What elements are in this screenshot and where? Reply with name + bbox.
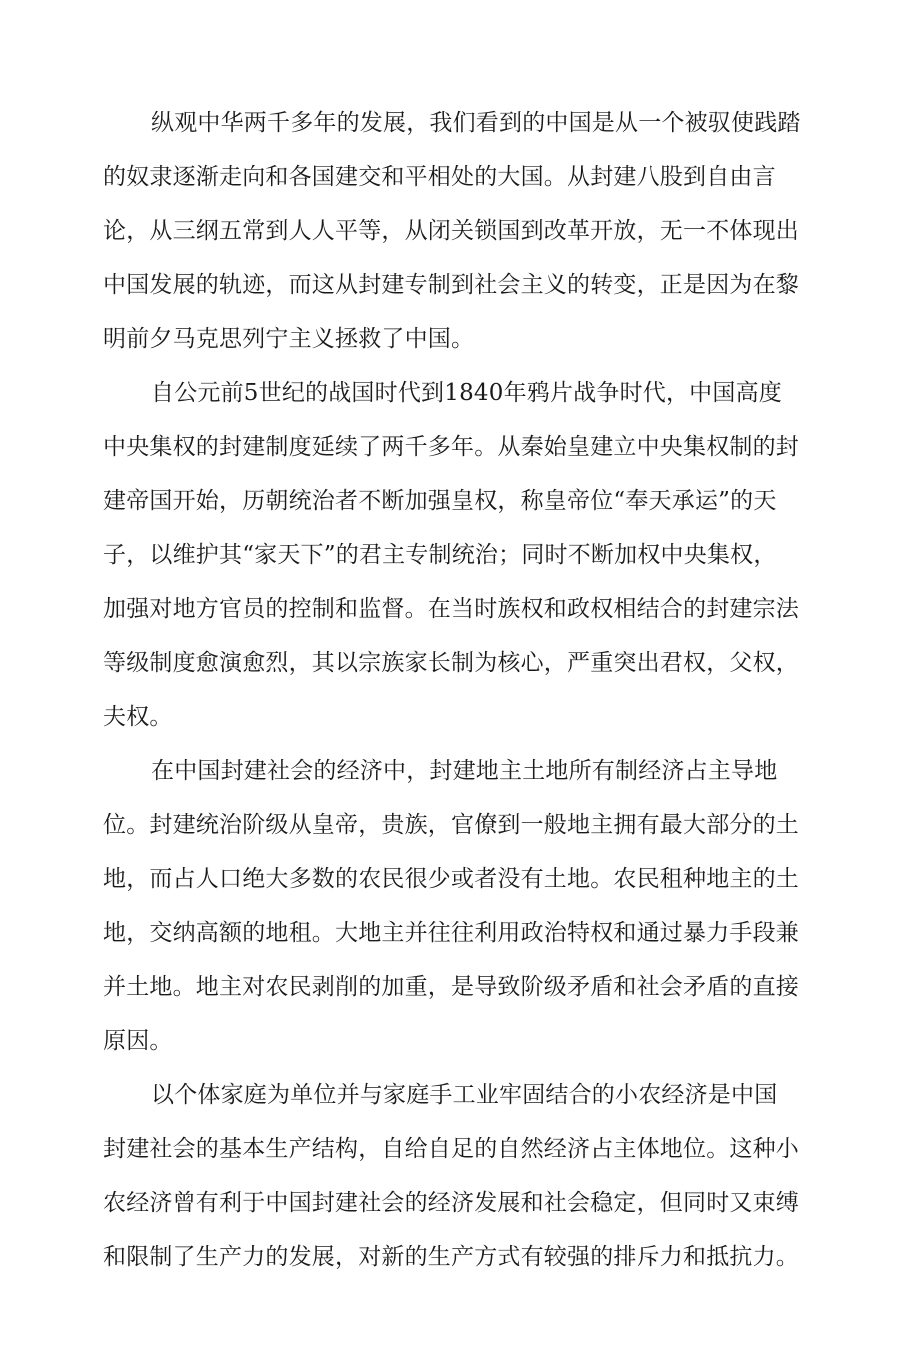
paragraph-line: 并土地。地主对农民剥削的加重，是导致阶级矛盾和社会矛盾的直接 bbox=[103, 974, 799, 1000]
document-body bbox=[103, 96, 801, 1284]
paragraph-line: 地，交纳高额的地租。大地主并往往利用政治特权和通过暴力手段兼 bbox=[103, 920, 799, 946]
paragraph-line: 纵观中华两千多年的发展，我们看到的中国是从一个被驭使践踏 bbox=[151, 110, 801, 136]
paragraph-line: 子，以维护其“家天下”的君主专制统治；同时不断加权中央集权， bbox=[103, 542, 777, 568]
paragraph-line: 和限制了生产力的发展，对新的生产方式有较强的排斥力和抵抗力。 bbox=[103, 1244, 799, 1270]
paragraph-4 bbox=[103, 1068, 799, 1284]
paragraph-line: 的奴隶逐渐走向和各国建交和平相处的大国。从封建八股到自由言 bbox=[103, 164, 776, 190]
paragraph-line: 封建社会的基本生产结构，自给自足的自然经济占主体地位。这种小 bbox=[103, 1136, 799, 1162]
paragraph-3 bbox=[103, 744, 799, 1068]
paragraph-line: 在中国封建社会的经济中，封建地主土地所有制经济占主导地 bbox=[151, 758, 778, 784]
paragraph-line: 自公元前5世纪的战国时代到1840年鸦片战争时代，中国高度 bbox=[151, 380, 782, 406]
paragraph-line: 以个体家庭为单位并与家庭手工业牢固结合的小农经济是中国 bbox=[151, 1082, 778, 1108]
paragraph-line: 明前夕马克思列宁主义拯救了中国。 bbox=[103, 326, 475, 352]
paragraph-line: 论，从三纲五常到人人平等，从闭关锁国到改革开放，无一不体现出 bbox=[103, 218, 799, 244]
paragraph-2 bbox=[103, 366, 799, 744]
paragraph-1 bbox=[103, 96, 801, 366]
paragraph-line: 加强对地方官员的控制和监督。在当时族权和政权相结合的封建宗法 bbox=[103, 596, 799, 622]
paragraph-line: 中国发展的轨迹，而这从封建专制到社会主义的转变，正是因为在黎 bbox=[103, 272, 799, 298]
paragraph-line: 农经济曾有利于中国封建社会的经济发展和社会稳定，但同时又束缚 bbox=[103, 1190, 799, 1216]
paragraph-line: 原因。 bbox=[103, 1028, 173, 1054]
paragraph-line: 等级制度愈演愈烈，其以宗族家长制为核心，严重突出君权，父权， bbox=[103, 650, 799, 676]
paragraph-line: 夫权。 bbox=[103, 704, 173, 730]
paragraph-line: 位。封建统治阶级从皇帝，贵族，官僚到一般地主拥有最大部分的土 bbox=[103, 812, 799, 838]
paragraph-line: 建帝国开始，历朝统治者不断加强皇权，称皇帝位“奉天承运”的天 bbox=[103, 488, 777, 514]
paragraph-line: 地，而占人口绝大多数的农民很少或者没有土地。农民租种地主的土 bbox=[103, 866, 799, 892]
paragraph-line: 中央集权的封建制度延续了两千多年。从秦始皇建立中央集权制的封 bbox=[103, 434, 799, 460]
